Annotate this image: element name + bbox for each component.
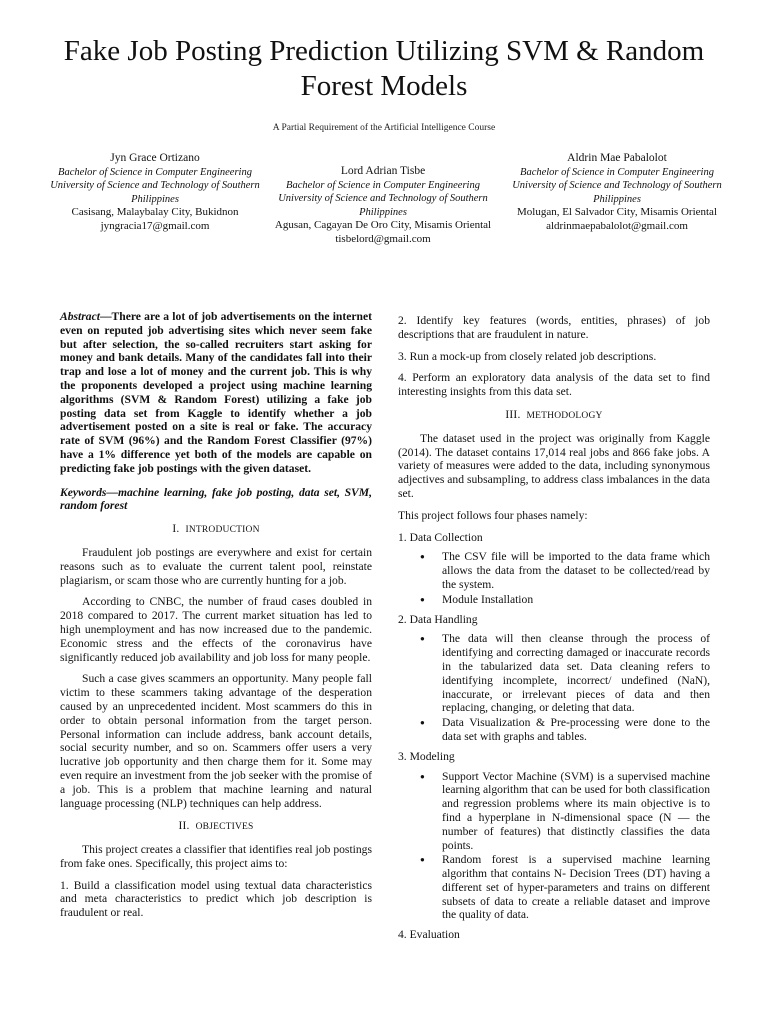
author-degree: Bachelor of Science in Computer Engineering xyxy=(58,166,252,178)
author-email: jyngracia17@gmail.com xyxy=(100,219,210,232)
abstract xyxy=(60,310,372,476)
paragraph: Such a case gives scammers an opportunity. Many people fall victim to these scammers taking advantage of the desperation caused by an unprecedented incident. Most scammers do this in order to obtain personal information from the target person. Personal information can include address, bank account details, social security number, and so on. Scammers offer users a very lucrative job opportunity and then charge them for it. Some may even require an investment from the job seeker with the promise of a job. This is a problem that machine learning and natural language processing (NLP) techniques can help address. xyxy=(60,672,372,810)
author-address: Molugan, El Salvador City, Misamis Oriental xyxy=(516,206,717,218)
objective-item: 4. Perform an exploratory data analysis of the data set to find interesting insights from this data set. xyxy=(398,371,710,399)
author-university: University of Science and Technology of Southern Philippines xyxy=(50,180,260,205)
author-block-1 xyxy=(45,152,265,233)
author-university: University of Science and Technology of Southern Philippines xyxy=(512,180,722,205)
objective-item: 1. Build a classification model using textual data characteristics and meta characteristics to predict which job description is fraudulent or real. xyxy=(60,878,372,920)
abstract-lead: Abstract xyxy=(60,310,100,323)
author-university: University of Science and Technology of Southern Philippines xyxy=(278,193,488,218)
objective-item: 2. Identify key features (words, entities, phrases) of job descriptions that are fraudulent in nature. xyxy=(398,314,710,341)
section-title: METHODOLOGY xyxy=(526,410,603,421)
section-heading-objectives xyxy=(60,820,372,835)
section-heading-methodology xyxy=(398,409,710,424)
list-item: ● Module Installation xyxy=(442,593,710,607)
paragraph: Fraudulent job postings are everywhere and exist for certain reasons such as to evaluate the current talent pool, reinstate plagiarism, or scam those who are currently hunting for a job. xyxy=(60,545,372,587)
section-number: I. xyxy=(172,523,180,536)
author-degree: Bachelor of Science in Computer Engineering xyxy=(520,166,714,178)
author-address: Casisang, Malaybalay City, Bukidnon xyxy=(71,206,239,218)
objective-item: 3. Run a mock-up from closely related job descriptions. xyxy=(398,349,657,363)
author-name: Aldrin Mae Pabalolot xyxy=(567,152,667,164)
author-address: Agusan, Cagayan De Oro City, Misamis Oriental xyxy=(274,219,492,231)
section-number: II. xyxy=(178,820,190,833)
paragraph: This project creates a classifier that identifies real job postings from fake ones. Specifically, this project aims to: xyxy=(60,843,372,870)
paragraph: The dataset used in the project was originally from Kaggle (2014). The dataset contains 17,014 real jobs and 866 fake jobs. A variety of measures were added to the data, including synonymous adjectives and subsampling, to address class imbalances in the data set. xyxy=(398,431,710,500)
list-item: ● Data Visualization & Pre-processing were done to the data set with graphs and tables. xyxy=(442,716,710,744)
list-item: ● The CSV file will be imported to the data frame which allows the data from the dataset to be collected/read by the system. xyxy=(442,550,710,591)
author-email: tisbelord@gmail.com xyxy=(335,232,431,245)
bullet-list xyxy=(398,632,710,743)
phase-heading: 4. Evaluation xyxy=(398,928,460,942)
phase-heading: 3. Modeling xyxy=(398,749,455,763)
paper-title: Fake Job Posting Prediction Utilizing SVM & Random Forest Models xyxy=(63,35,705,102)
author-name: Jyn Grace Ortizano xyxy=(110,152,200,164)
right-column xyxy=(398,314,710,948)
abstract-text: —There are a lot of job advertisements on the internet even on reputed job advertising sites which never seem fake but after selection, the so-called recruiters start asking for money and bank details. Many of the candidates fall into their trap and lose a lot of money and the current job. This is why the proponents developed a project using machine learning algorithms (SVM & Random Forest) utilizing a fake job posting data set from Kaggle to identify whether a job advertisement posted on a site is real or fake. The accuracy rate of SVM (96%) and the Random Forest Classifier (97%) have a 1% difference yet both of the models are capable on predicting fake job postings with the given dataset. xyxy=(60,310,372,475)
section-heading-introduction xyxy=(60,523,372,538)
paragraph: According to CNBC, the number of fraud cases doubled in 2018 compared to 2017. The current market situation has led to high unemployment and has now increased due to the pandemic. Economic stress and the effects of the coronavirus have significantly reduced job availability and job loss for many people. xyxy=(60,595,372,664)
author-block-2 xyxy=(273,165,493,246)
paragraph: This project follows four phases namely: xyxy=(398,508,588,522)
keywords: Keywords—machine learning, fake job posting, data set, SVM, random forest xyxy=(60,485,372,513)
section-title: OBJECTIVES xyxy=(195,822,254,833)
list-item: ● The data will then cleanse through the process of identifying and correcting damaged or inaccurate records in the tabularized data set. Data cleaning refers to identifying incomplete, incorrect/ undefined (NaN), inaccurate, or irrelevant pieces of data and then replacing, changing, or deleting that data. xyxy=(442,632,710,715)
bullet-list xyxy=(398,770,710,923)
author-name: Lord Adrian Tisbe xyxy=(340,165,426,177)
list-item: ● Support Vector Machine (SVM) is a supervised machine learning algorithm that can be used for both classification and regression problems where its main objective is to find a hyperplane in N-dimensional space (N — the number of features) that distinctly classifies the data points. xyxy=(442,770,710,853)
author-degree: Bachelor of Science in Computer Engineering xyxy=(286,179,480,191)
section-number: III. xyxy=(505,408,521,421)
list-item: ● Random forest is a supervised machine learning algorithm that contains N- Decision Trees (DT) having a different set of hyper-parameters and trains on different subsets of data to create a reliable dataset and improve the quality of data. xyxy=(442,853,710,922)
author-email: aldrinmaepabalolot@gmail.com xyxy=(546,219,688,232)
author-block-3 xyxy=(507,152,727,233)
phase-heading: 2. Data Handling xyxy=(398,612,478,626)
section-title: INTRODUCTION xyxy=(185,525,260,536)
phase-heading: 1. Data Collection xyxy=(398,530,483,544)
left-column xyxy=(60,310,372,928)
paper-subtitle: A Partial Requirement of the Artificial Intelligence Course xyxy=(272,123,496,133)
bullet-list xyxy=(398,550,710,606)
